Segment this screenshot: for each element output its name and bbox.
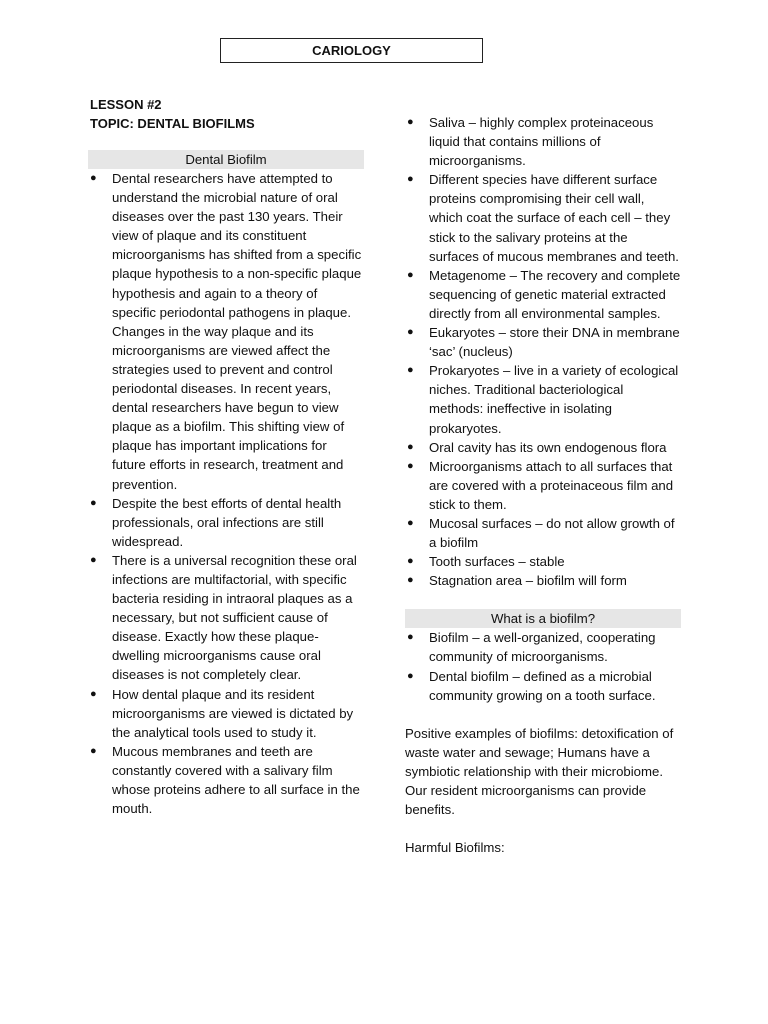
biofilm-bullet-list	[405, 628, 681, 704]
list-item-text: Stagnation area – biofilm will form	[429, 573, 627, 589]
list-item	[405, 170, 681, 265]
bullet-icon: ●	[407, 631, 414, 644]
list-item-text: Mucosal surfaces – do not allow growth of a biofilm	[429, 515, 675, 551]
lesson-number: LESSON #2	[90, 97, 162, 112]
list-item	[405, 438, 681, 457]
bullet-icon: ●	[90, 744, 97, 757]
positive-examples-paragraph: Positive examples of biofilms: detoxification of waste water and sewage; Humans have a symbiotic relationship with their microbiome. Our resident microorganisms can provide benefits.	[405, 725, 674, 818]
list-item-text: Dental researchers have attempted to understand the microbial nature of oral diseases over the past 130 years. Their view of plaque and its constituent microorganisms has shifted from a specific plaque hypothesis to a non-specific plaque hypothesis and again to a theory of specific periodontal pathogens in plaque. Changes in the way plaque and its microorganisms are viewed affect the strategies used to prevent and control periodontal diseases. In recent years, dental researchers have begun to view plaque as a biofilm. This shifting view of plaque has important implications for future efforts in research, treatment and prevention.	[112, 171, 362, 492]
list-item-text: Dental biofilm – defined as a microbial community growing on a tooth surface.	[429, 668, 656, 703]
list-item	[405, 266, 681, 323]
list-item	[405, 113, 681, 170]
lesson-header	[90, 95, 255, 133]
list-item	[405, 457, 681, 514]
bullet-icon: ●	[90, 553, 97, 566]
list-item	[88, 169, 364, 494]
left-bullet-list	[88, 169, 364, 818]
harmful-biofilms-heading: Harmful Biofilms:	[405, 840, 505, 856]
bullet-icon: ●	[407, 669, 414, 682]
course-title	[220, 38, 483, 63]
list-item-text: Saliva – highly complex proteinaceous liquid that contains millions of microorganisms.	[429, 115, 654, 169]
bullet-icon: ●	[90, 496, 97, 509]
right-column	[405, 113, 681, 857]
bullet-icon: ●	[407, 116, 414, 128]
list-item	[88, 742, 364, 818]
bullet-icon: ●	[90, 687, 97, 700]
list-item-text: Eukaryotes – store their DNA in membrane ‘sac’ (nucleus)	[429, 325, 680, 360]
course-title-text: CARIOLOGY	[312, 43, 391, 58]
list-item-text: There is a universal recognition these oral infections are multifactorial, with specific bacteria residing in intraoral plaques as a necessary, but not sufficient cause of disease. Exactly how these plaque-dwelling microorganisms cause oral diseases is not completely clear.	[112, 552, 357, 683]
lesson-topic: TOPIC: DENTAL BIOFILMS	[90, 116, 255, 131]
list-item-text: Despite the best efforts of dental health professionals, oral infections are still widespread.	[112, 495, 342, 549]
list-item	[405, 628, 681, 666]
bullet-icon: ●	[407, 173, 414, 186]
list-item	[88, 551, 364, 685]
dental-biofilm-heading: Dental Biofilm	[88, 150, 364, 169]
bullet-icon: ●	[407, 326, 414, 339]
bullet-icon: ●	[407, 459, 414, 472]
list-item	[405, 571, 681, 590]
list-item-text: Mucous membranes and teeth are constantly covered with a salivary film whose proteins adhere to all surface in the mouth.	[112, 743, 360, 817]
list-item	[405, 361, 681, 437]
bullet-icon: ●	[407, 555, 414, 568]
right-bullet-list	[405, 113, 681, 590]
what-is-biofilm-heading: What is a biofilm?	[405, 609, 681, 628]
list-item	[88, 685, 364, 742]
list-item-text: Biofilm – a well-organized, cooperating community of microorganisms.	[429, 630, 656, 665]
list-item-text: Microorganisms attach to all surfaces that are covered with a proteinaceous film and stick to them.	[429, 458, 674, 512]
list-item-text: Tooth surfaces – stable	[429, 554, 565, 570]
list-item	[405, 323, 681, 361]
list-item-text: Metagenome – The recovery and complete sequencing of genetic material extracted directly from all environmental samples.	[429, 267, 681, 321]
bullet-icon: ●	[90, 172, 97, 184]
bullet-icon: ●	[407, 516, 414, 529]
list-item-text: Different species have different surface proteins compromising their cell wall, which coat the surface of each cell – they stick to the salivary proteins at the surfaces of mucous membranes and teeth.	[429, 172, 679, 264]
list-item-text: Prokaryotes – live in a variety of ecological niches. Traditional bacteriological methods: ineffective in isolating prokaryotes.	[429, 363, 679, 436]
bullet-icon: ●	[407, 440, 414, 453]
list-item	[405, 667, 681, 705]
list-item	[88, 494, 364, 551]
bullet-icon: ●	[407, 574, 414, 587]
bullet-icon: ●	[407, 268, 414, 281]
bullet-icon: ●	[407, 364, 414, 377]
list-item	[405, 552, 681, 571]
list-item	[405, 514, 681, 552]
left-column	[88, 150, 364, 818]
list-item-text: How dental plaque and its resident microorganisms are viewed is dictated by the analytical tools used to study it.	[112, 686, 354, 740]
list-item-text: Oral cavity has its own endogenous flora	[429, 439, 667, 455]
